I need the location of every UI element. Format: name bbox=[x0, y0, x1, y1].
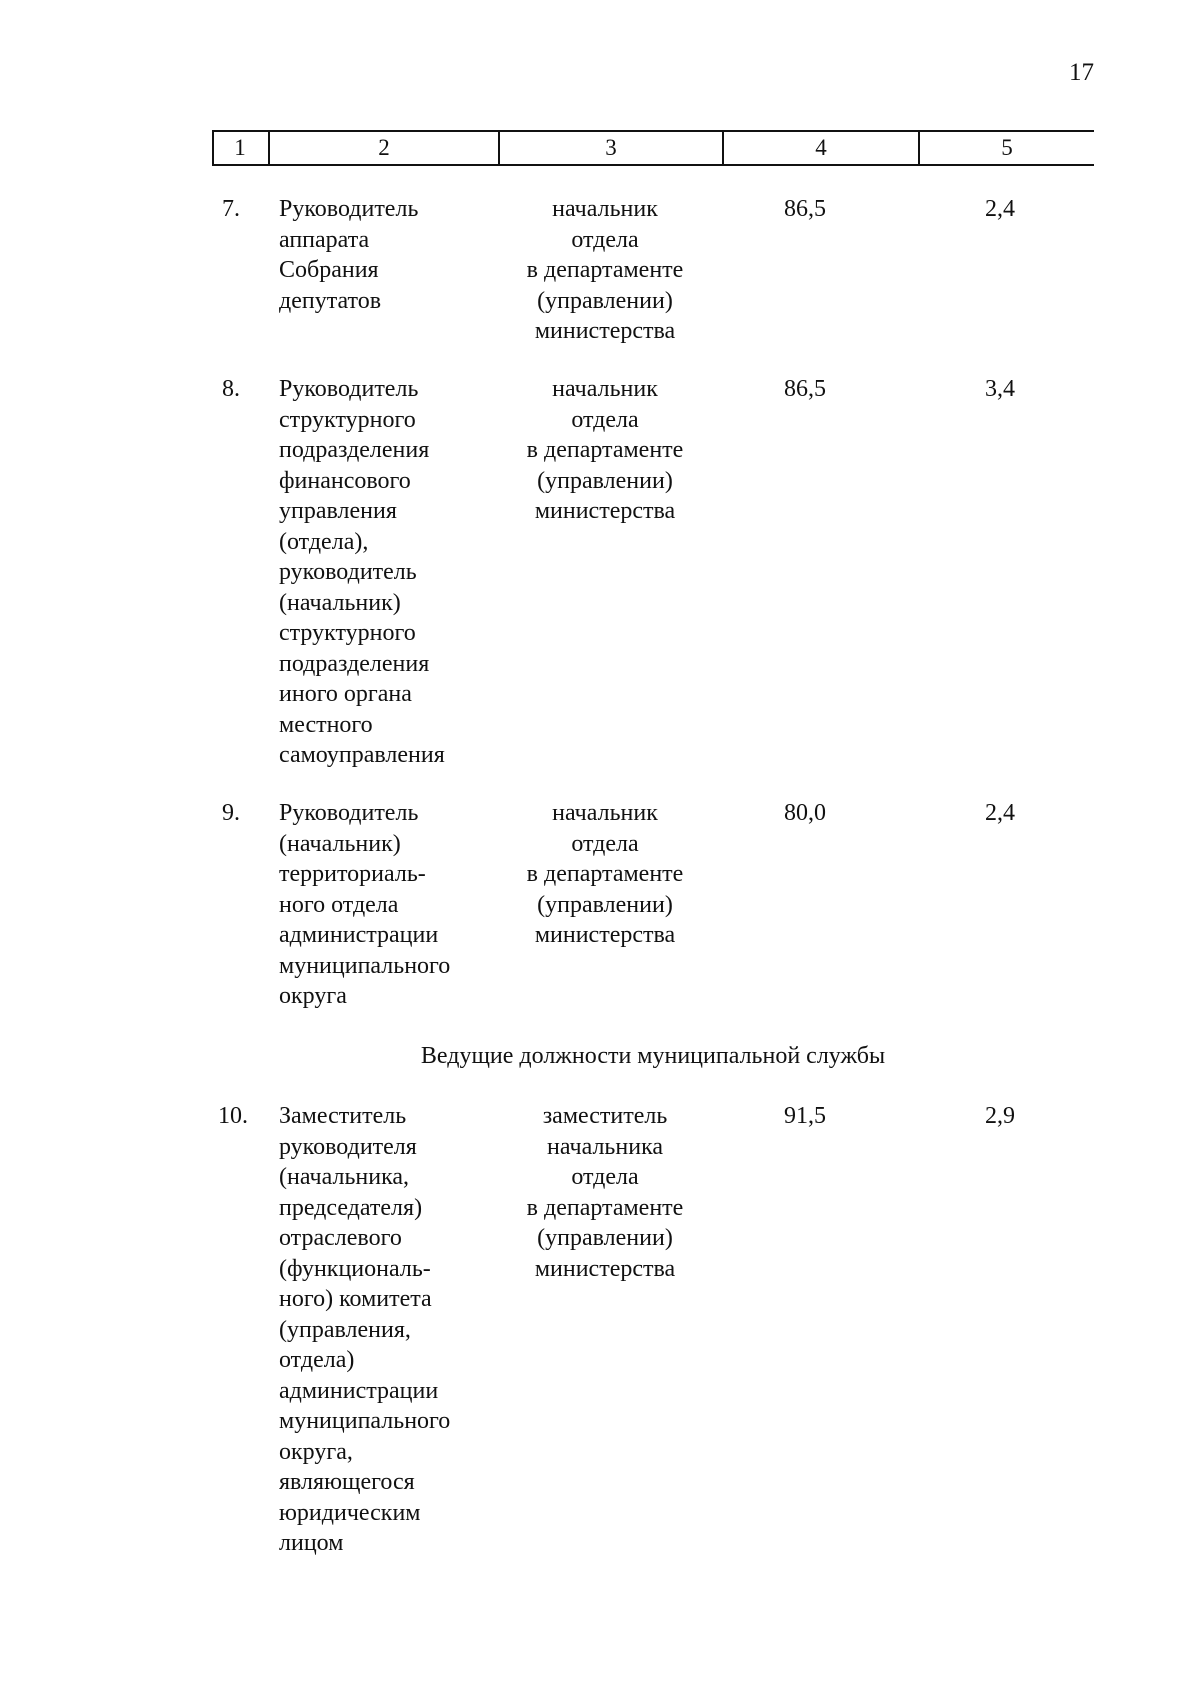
equivalent-position: начальник отдела в департаменте (управлении) министерства bbox=[526, 800, 684, 948]
coefficient-value: 91,5 bbox=[784, 1103, 826, 1129]
coefficient-value: 86,5 bbox=[784, 376, 826, 402]
row-number: 8. bbox=[222, 376, 240, 402]
row-number: 9. bbox=[222, 800, 240, 826]
rate-value: 2,9 bbox=[985, 1103, 1015, 1129]
section-title: Ведущие должности муниципальной службы bbox=[420, 1043, 886, 1069]
header-col-1: 1 bbox=[234, 135, 246, 160]
position-title: Руководитель структурного подразделения финансового управления (отдела), руководитель (начальник) структурного подразделения иного органа местного самоуправления bbox=[279, 376, 445, 768]
position-title: Руководитель (начальник) территориаль- ного отдела администрации муниципального округа bbox=[279, 800, 451, 1009]
equivalent-position: заместитель начальника отдела в департаменте (управлении) министерства bbox=[526, 1103, 684, 1282]
row-number: 7. bbox=[222, 196, 240, 222]
position-title: Руководитель аппарата Собрания депутатов bbox=[279, 196, 419, 314]
row-number: 10. bbox=[218, 1103, 248, 1129]
equivalent-position: начальник отдела в департаменте (управлении) министерства bbox=[526, 376, 684, 524]
page-number: 17 bbox=[1069, 59, 1094, 86]
position-title: Заместитель руководителя (начальника, председателя) отраслевого (функциональ- ного) комитета (управления, отдела) администрации муниципального округа, являющегося юридическим лицом bbox=[279, 1103, 451, 1556]
rate-value: 2,4 bbox=[985, 800, 1015, 826]
header-col-3: 3 bbox=[605, 135, 617, 160]
table-header bbox=[212, 130, 1094, 166]
equivalent-position: начальник отдела в департаменте (управлении) министерства bbox=[526, 196, 684, 344]
header-col-2: 2 bbox=[378, 135, 390, 160]
header-col-5: 5 bbox=[1001, 135, 1013, 160]
rate-value: 2,4 bbox=[985, 196, 1015, 222]
coefficient-value: 80,0 bbox=[784, 800, 826, 826]
header-col-4: 4 bbox=[815, 135, 827, 160]
rate-value: 3,4 bbox=[985, 376, 1015, 402]
coefficient-value: 86,5 bbox=[784, 196, 826, 222]
